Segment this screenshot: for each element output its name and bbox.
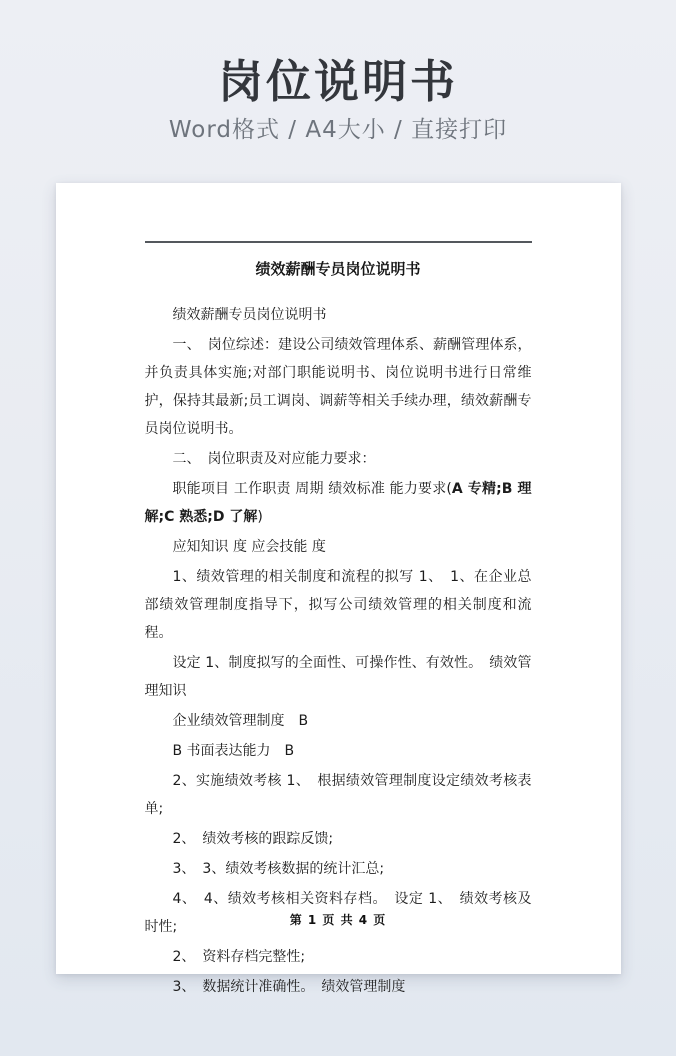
doc-paragraph: 一、 岗位综述：建设公司绩效管理体系、薪酬管理体系，并负责具体实施;对部门职能说明书、岗位说明书进行日常维护，保持其最新;员工调岗、调薪等相关手续办理，绩效薪酬专员岗位说明书。	[144, 337, 532, 437]
document-page	[56, 183, 621, 995]
header-rule	[145, 241, 532, 243]
page-subtitle: Word格式 / A4大小 / 直接打印	[168, 117, 508, 143]
banner	[0, 0, 676, 144]
document-body	[145, 301, 532, 1001]
doc-paragraph: 3、 3、绩效考核数据的统计汇总;	[172, 861, 385, 877]
doc-paragraph: 绩效薪酬专员岗位说明书	[172, 307, 327, 323]
doc-paragraph: 3、 数据统计准确性。 绩效管理制度	[172, 979, 406, 995]
doc-paragraph: 设定 1、制度拟写的全面性、可操作性、有效性。 绩效管理知识	[144, 655, 532, 699]
doc-paragraph: 2、 绩效考核的跟踪反馈;	[172, 831, 334, 847]
page-title: 岗位说明书	[217, 55, 458, 108]
doc-paragraph: 二、 岗位职责及对应能力要求：	[172, 451, 376, 467]
doc-paragraph: 4、 4、绩效考核相关资料存档。 设定 1、 绩效考核及时性;	[144, 891, 532, 935]
doc-paragraph: 企业绩效管理制度 B	[172, 713, 309, 729]
doc-paragraph: 2、实施绩效考核 1、 根据绩效管理制度设定绩效考核表单;	[144, 773, 532, 817]
document-title: 绩效薪酬专员岗位说明书	[255, 260, 421, 278]
doc-paragraph: 应知知识 度 应会技能 度	[172, 539, 326, 555]
doc-paragraph: 职能项目 工作职责 周期 绩效标准 能力要求(A 专精;B 理解;C 熟悉;D 了解)	[144, 481, 532, 525]
doc-paragraph: B 书面表达能力 B	[172, 743, 295, 759]
doc-paragraph: 2、 资料存档完整性;	[172, 949, 306, 965]
doc-paragraph: 1、绩效管理的相关制度和流程的拟写 1、 1、在企业总部绩效管理制度指导下，拟写公司绩效管理的相关制度和流程。	[144, 569, 532, 641]
page-number: 第 1 页 共 4 页	[289, 913, 387, 927]
